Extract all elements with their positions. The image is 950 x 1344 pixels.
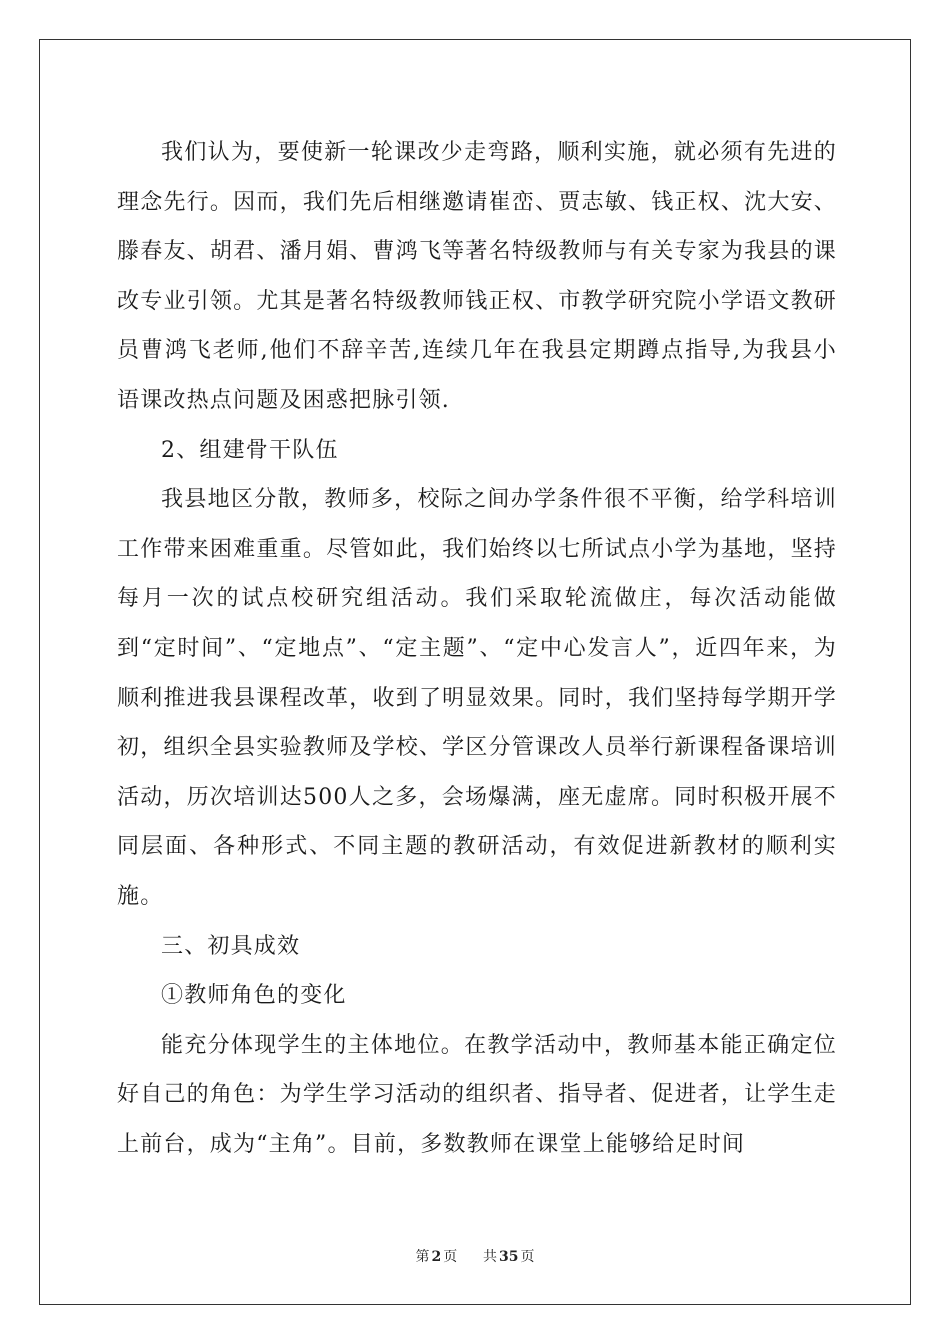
- document-body: [117, 128, 837, 1169]
- heading-results: 三、初具成效: [161, 933, 301, 959]
- total-suffix: 页: [520, 1249, 535, 1265]
- paragraph-intro: 我们认为，要使新一轮课改少走弯路，顺利实施，就必须有先进的理念先行。因而，我们先后相继邀请崔峦、贾志敏、钱正权、沈大安、滕春友、胡君、潘月娟、曹鸿飞等著名特级教师与有关专家为我县的课改专业引领。尤其是著名特级教师钱正权、市教学研究院小学语文教研员曹鸿飞老师,他们不辞辛苦,连续几年在我县定期蹲点指导,为我县小语课改热点问题及困惑把脉引领.: [117, 140, 837, 413]
- page-number: 2: [431, 1249, 442, 1265]
- heading-teacher-role: ①教师角色的变化: [161, 983, 347, 1009]
- total-pages: 35: [499, 1249, 519, 1265]
- paragraph-teacher-role: 能充分体现学生的主体地位。在教学活动中，教师基本能正确定位好自己的角色：为学生学习活动的组织者、指导者、促进者，让学生走上前台，成为“主角”。目前，多数教师在课堂上能够给足时间: [117, 1032, 837, 1157]
- total-pages-indicator: [481, 1249, 536, 1265]
- total-prefix: 共: [483, 1249, 498, 1265]
- page-footer: [0, 1246, 950, 1266]
- paragraph-team: 我县地区分散，教师多，校际之间办学条件很不平衡，给学科培训工作带来困难重重。尽管如此，我们始终以七所试点小学为基地，坚持每月一次的试点校研究组活动。我们采取轮流做庄，每次活动能做到“定时间”、“定地点”、“定主题”、“定中心发言人”，近四年来，为顺利推进我县课程改革，收到了明显效果。同时，我们坚持每学期开学初，组织全县实验教师及学校、学区分管课改人员举行新课程备课培训活动，历次培训达500人之多，会场爆满，座无虚席。同时积极开展不同层面、各种形式、不同主题的教研活动，有效促进新教材的顺利实施。: [117, 487, 837, 909]
- page-suffix: 页: [443, 1249, 458, 1265]
- page-prefix: 第: [415, 1249, 430, 1265]
- page-indicator: [413, 1249, 459, 1265]
- heading-build-team: 2、组建骨干队伍: [161, 437, 339, 463]
